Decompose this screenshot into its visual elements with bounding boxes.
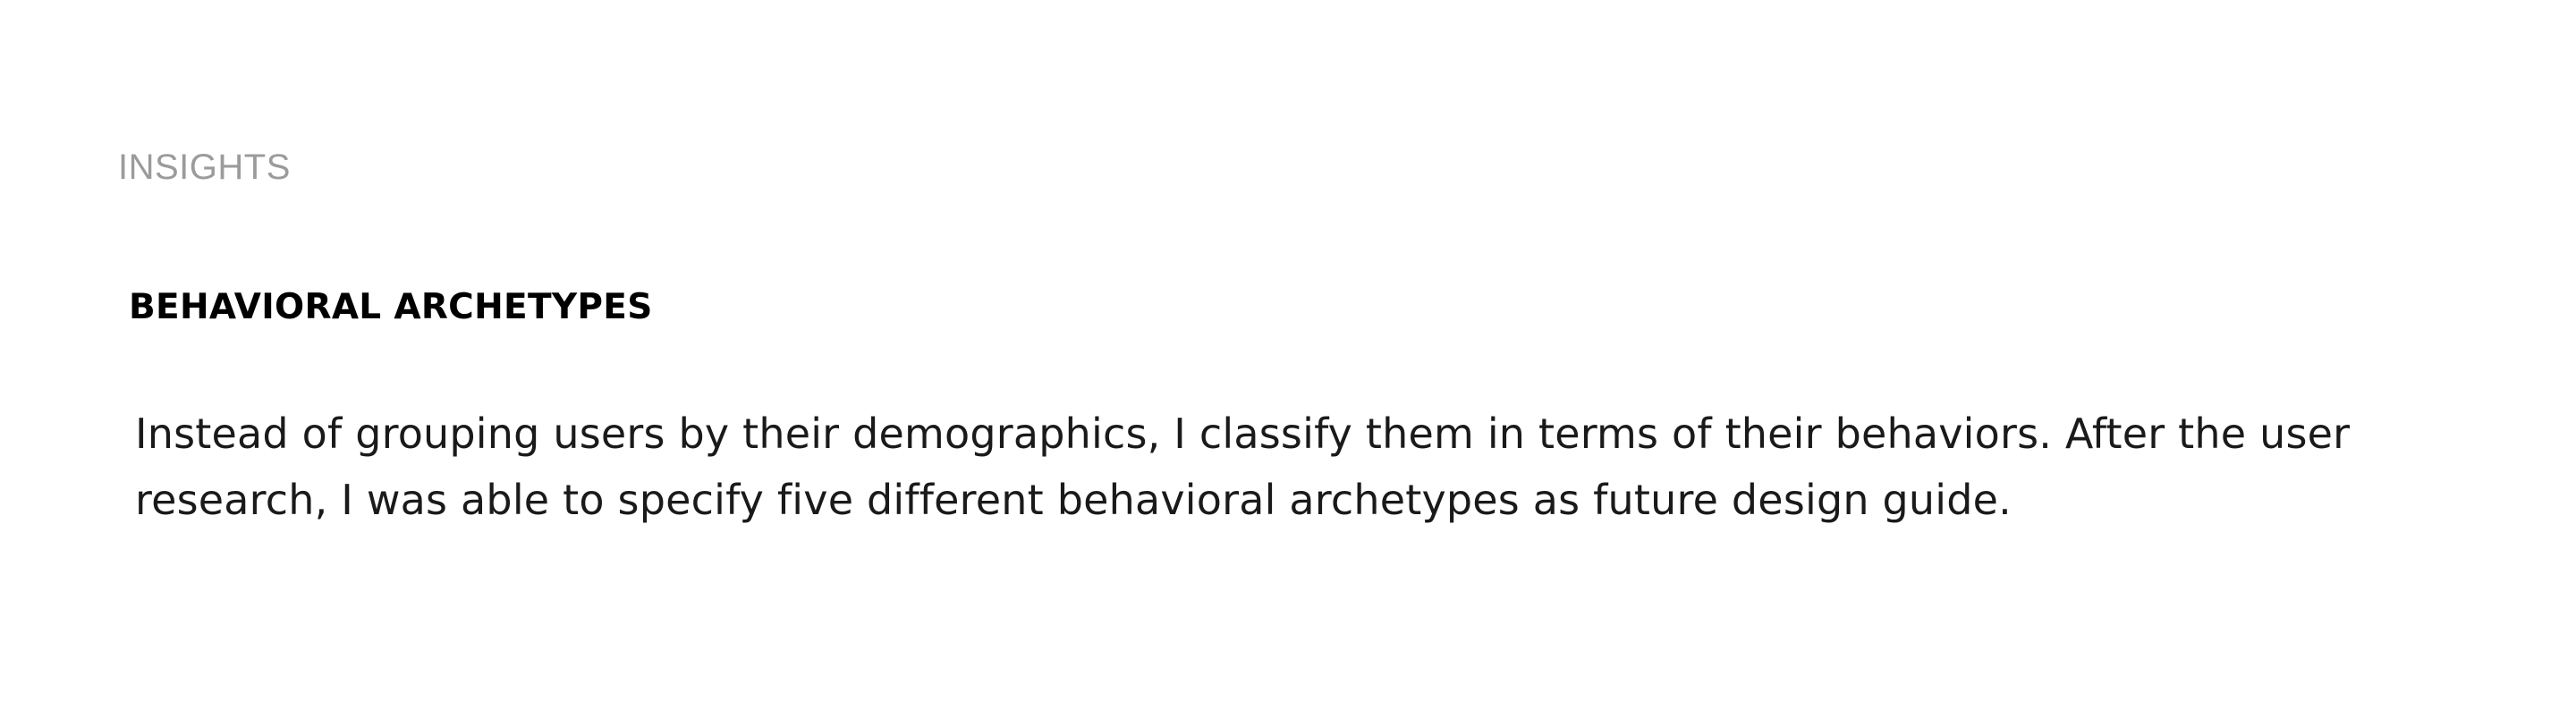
section-label: INSIGHTS [118,148,291,187]
body-paragraph: Instead of grouping users by their demographics, I classify them in terms of their behaviors. After the user research, I was able to specify five different behavioral archetypes as future design guide. [135,410,2351,524]
section-heading: BEHAVIORAL ARCHETYPES [129,287,653,327]
